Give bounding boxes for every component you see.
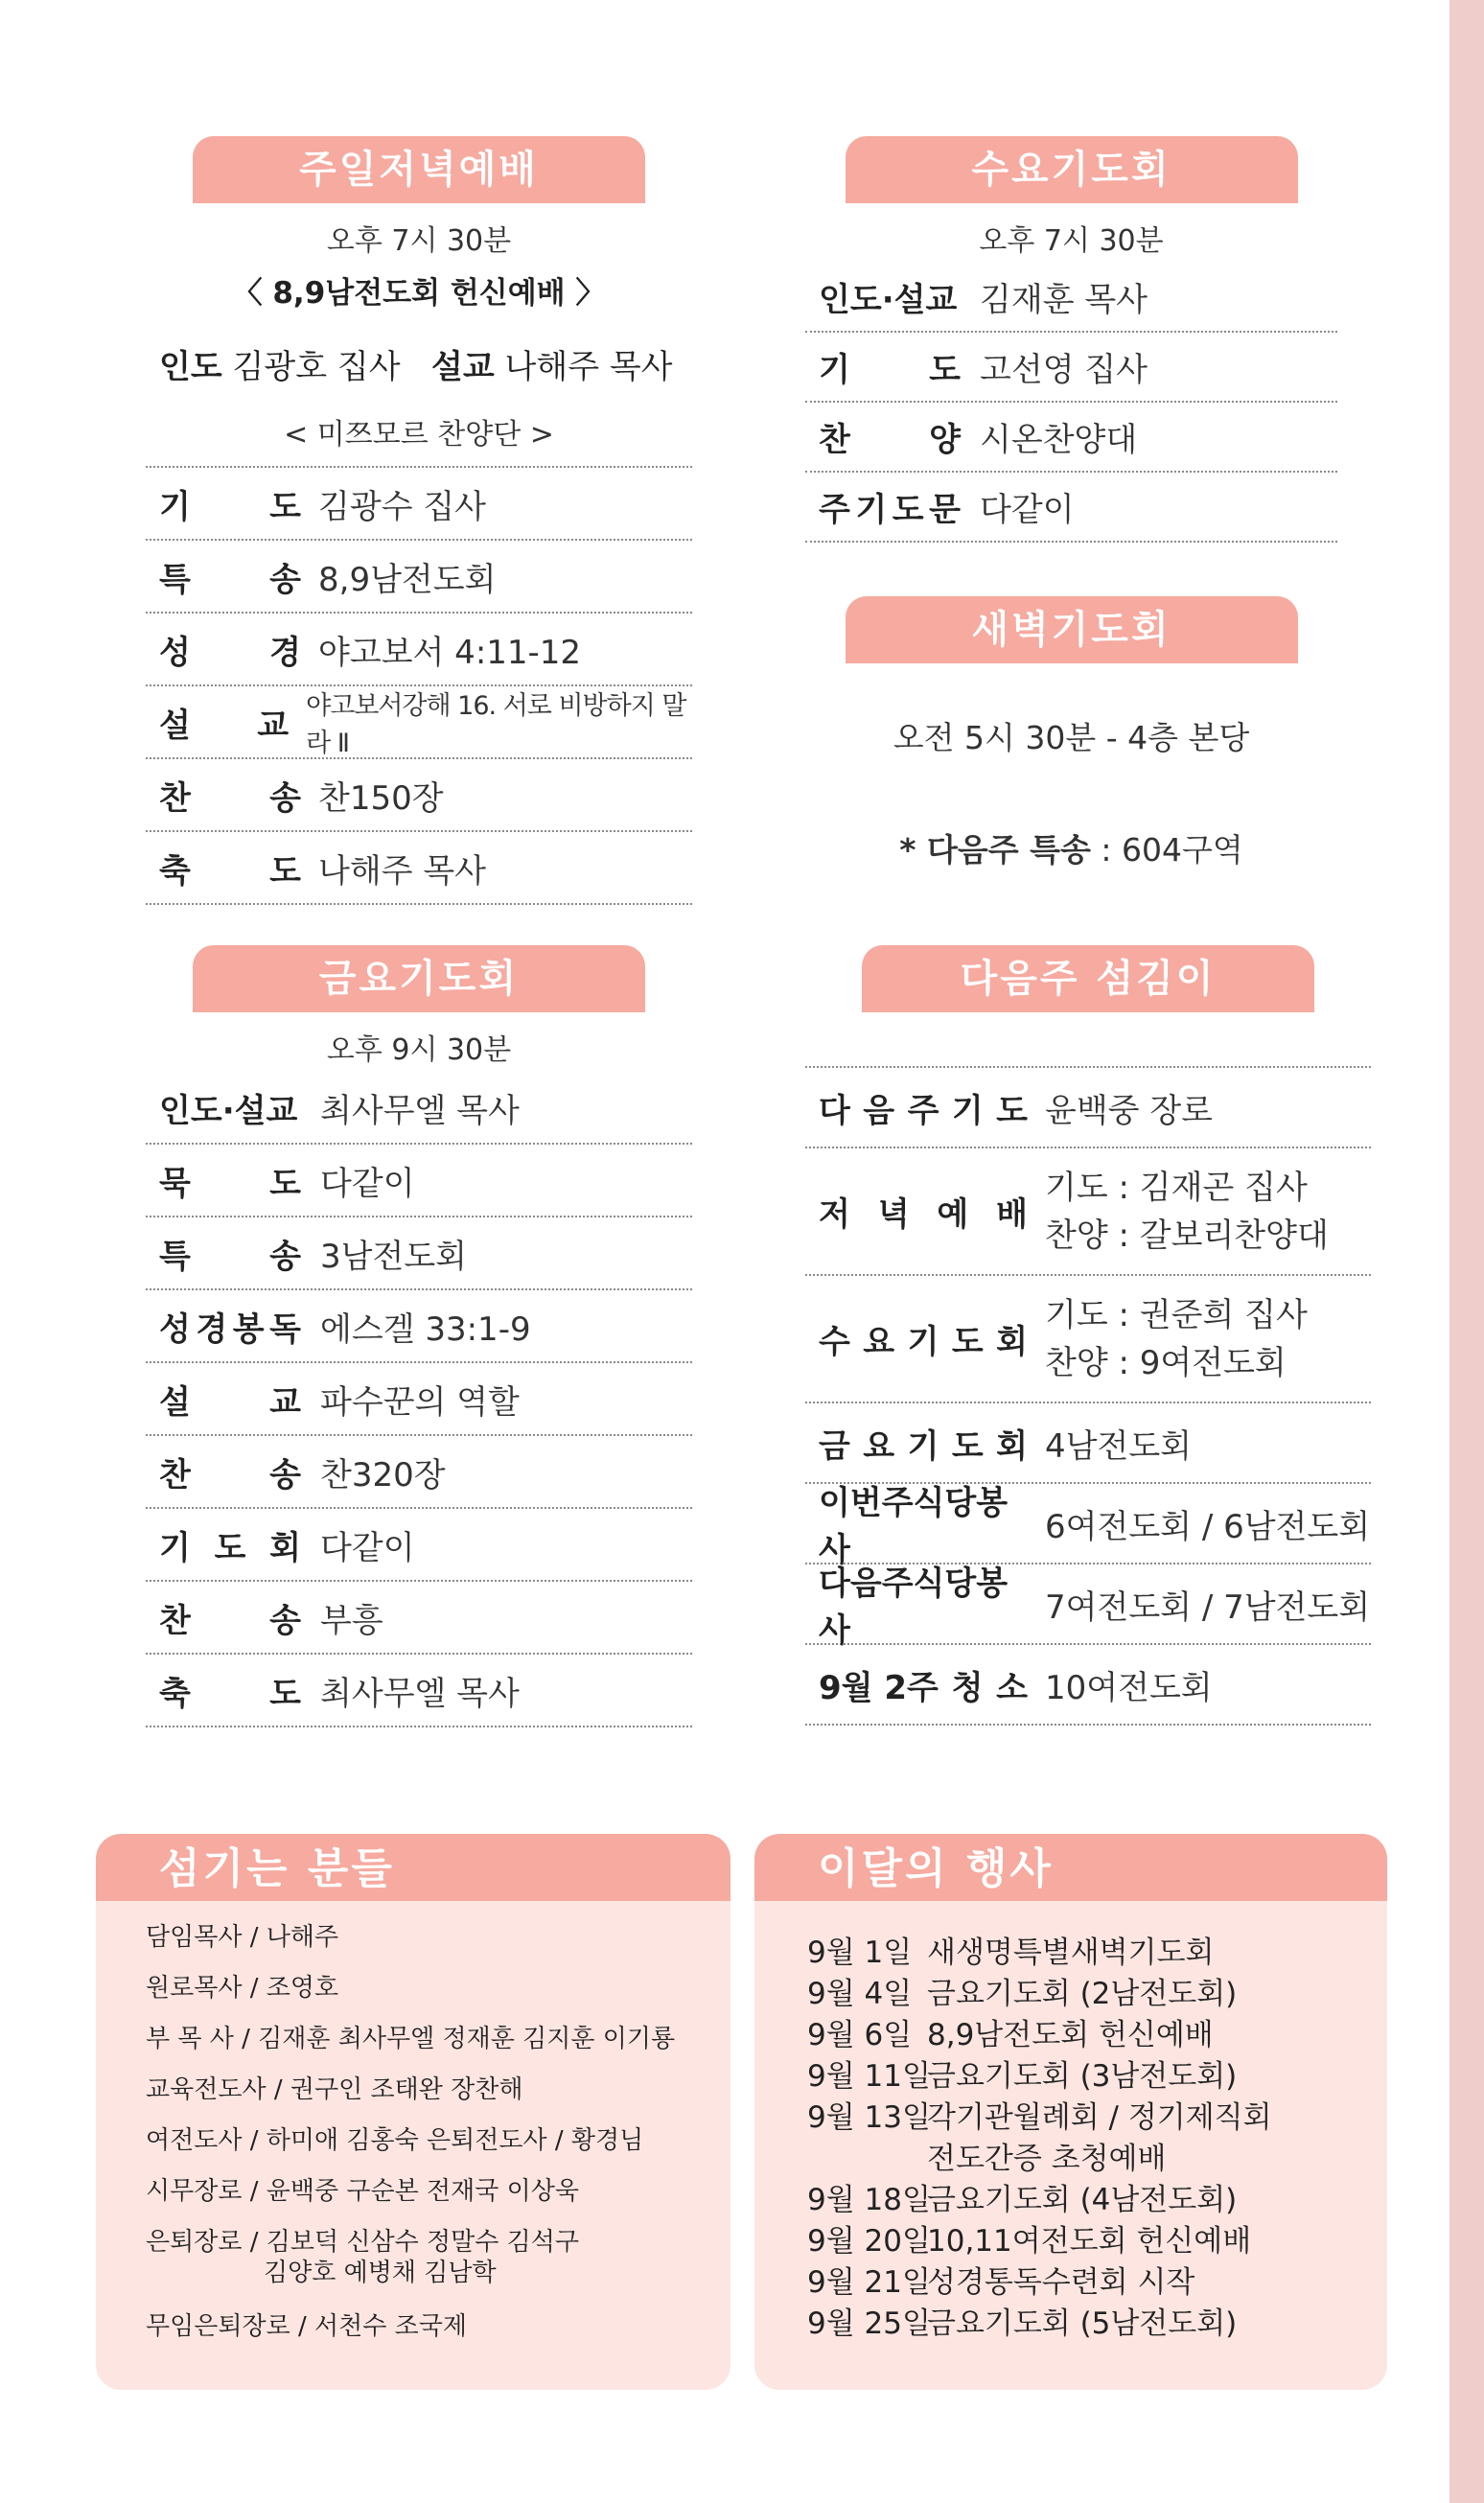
label-part: 도 bbox=[269, 1674, 301, 1713]
wednesday-rows bbox=[805, 263, 1337, 543]
label-part: 교 bbox=[269, 1382, 301, 1422]
event-item bbox=[807, 2258, 1387, 2299]
label-part: 송 bbox=[269, 1601, 301, 1640]
next-week-row-value: 찬양 : 9여전도회 bbox=[1045, 1343, 1287, 1382]
label-part: 인도·설교 bbox=[159, 1091, 298, 1130]
sunday-row bbox=[146, 614, 692, 686]
label-part: 녁 bbox=[877, 1195, 910, 1234]
label-part: 예 bbox=[937, 1195, 969, 1234]
event-text: 8,9남전도회 헌신예배 bbox=[927, 2018, 1214, 2052]
server-line: 원로목사 / 조영호 bbox=[146, 1974, 339, 2003]
sunday-evening-subtitle: 〈 8,9남전도회 헌신예배 〉 bbox=[232, 276, 606, 311]
sunday-evening-title: 주일저녁예배 bbox=[193, 136, 645, 203]
sunday-row bbox=[146, 468, 692, 541]
event-date: 9월 25일 bbox=[807, 2306, 931, 2341]
label-part: 기 bbox=[159, 487, 191, 526]
event-date: 9월 11일 bbox=[807, 2059, 931, 2094]
next-week-row bbox=[805, 1276, 1371, 1403]
friday-rows bbox=[146, 1072, 692, 1727]
event-item bbox=[807, 2216, 1387, 2258]
label-part: 회 bbox=[996, 1323, 1028, 1361]
next-week-row-value: 찬양 : 갈보리찬양대 bbox=[1045, 1216, 1329, 1255]
wednesday-row-label bbox=[805, 413, 961, 460]
label-part: 문 bbox=[929, 491, 961, 529]
next-week-row-label bbox=[805, 1188, 1028, 1235]
friday-row-value: 파수꾼의 역할 bbox=[320, 1382, 520, 1422]
friday-row bbox=[146, 1655, 692, 1727]
friday-row bbox=[146, 1072, 692, 1145]
event-item bbox=[807, 2051, 1387, 2093]
friday-row-value: 부흥 bbox=[320, 1601, 383, 1640]
event-date: 9월 18일 bbox=[807, 2183, 931, 2217]
label-part: 축 bbox=[159, 1674, 191, 1713]
label-part: 성 bbox=[159, 1309, 191, 1349]
events-title: 이달의 행사 bbox=[754, 1834, 1387, 1901]
sunday-leader-line bbox=[146, 340, 692, 387]
event-date: 9월 4일 bbox=[807, 1977, 913, 2011]
leader-name: 김광호 집사 bbox=[232, 348, 401, 386]
friday-row-value: 에스겔 33:1-9 bbox=[320, 1309, 531, 1349]
sunday-row-label bbox=[146, 699, 289, 746]
server-line: 교육전도사 / 권구인 조태완 장찬해 bbox=[146, 2075, 523, 2104]
servers-panel bbox=[96, 1834, 730, 2390]
label-part: 성 bbox=[159, 633, 191, 672]
event-date: 9월 20일 bbox=[807, 2224, 931, 2259]
next-offering-label: * 다음주 특송 bbox=[899, 831, 1091, 869]
friday-row-label bbox=[146, 1157, 301, 1204]
next-week-row-label bbox=[805, 1315, 1028, 1362]
label-part: 배 bbox=[996, 1195, 1028, 1234]
friday-row bbox=[146, 1290, 692, 1363]
next-week-title: 다음주 섬김이 bbox=[862, 945, 1314, 1012]
event-date: 9월 21일 bbox=[807, 2265, 931, 2300]
friday-row-label bbox=[146, 1448, 301, 1495]
servers-title: 섬기는 분들 bbox=[96, 1834, 730, 1901]
label-part: 설 bbox=[159, 1382, 191, 1422]
label-part: 송 bbox=[269, 1237, 301, 1276]
event-item bbox=[807, 2299, 1387, 2340]
event-item bbox=[807, 2134, 1387, 2175]
label-part: 도 bbox=[269, 487, 301, 526]
friday-row bbox=[146, 1145, 692, 1217]
label-part: 음 bbox=[863, 1091, 895, 1130]
next-week-row bbox=[805, 1564, 1371, 1650]
event-item bbox=[807, 2175, 1387, 2216]
wednesday-row-label bbox=[805, 343, 961, 390]
preacher-name: 나해주 목사 bbox=[504, 348, 673, 386]
next-offering bbox=[805, 825, 1337, 870]
server-line: 김양호 예병채 김남학 bbox=[264, 2259, 497, 2287]
label-part: 다 bbox=[819, 1091, 850, 1130]
label-part: 송 bbox=[269, 778, 301, 818]
sunday-row-value: 8,9남전도회 bbox=[318, 560, 497, 599]
wednesday-section bbox=[805, 136, 1337, 543]
sunday-row-value: 찬150장 bbox=[318, 778, 444, 818]
event-date: 9월 6일 bbox=[807, 2018, 913, 2052]
dawn-section bbox=[805, 596, 1337, 870]
next-week-row-label bbox=[805, 1084, 1028, 1131]
friday-time: 오후 9시 30분 bbox=[326, 1033, 512, 1067]
label-part: 송 bbox=[269, 560, 301, 599]
label-part: 찬 bbox=[159, 1455, 191, 1495]
label-part: 찬 bbox=[159, 1601, 191, 1640]
label-part: 독 bbox=[269, 1309, 301, 1349]
friday-row-label bbox=[146, 1594, 301, 1641]
label-part: 이번주식당봉사 bbox=[819, 1484, 1009, 1569]
sunday-row bbox=[146, 686, 692, 759]
label-part: 요 bbox=[863, 1323, 895, 1361]
wednesday-row bbox=[805, 333, 1337, 403]
server-line: 여전도사 / 하미애 김홍숙 은퇴전도사 / 황경님 bbox=[146, 2126, 644, 2155]
label-part: 저 bbox=[819, 1195, 850, 1234]
wednesday-row bbox=[805, 403, 1337, 473]
next-week-rows bbox=[805, 1066, 1371, 1726]
friday-row-label bbox=[146, 1230, 301, 1277]
label-part: 기 bbox=[855, 491, 888, 529]
friday-row bbox=[146, 1582, 692, 1655]
friday-row-value: 다같이 bbox=[320, 1528, 415, 1567]
next-week-row bbox=[805, 1484, 1371, 1569]
label-part: 묵 bbox=[159, 1164, 191, 1203]
label-part: 다음주식당봉사 bbox=[819, 1564, 1009, 1650]
label-part: 기 bbox=[907, 1323, 939, 1361]
sunday-row bbox=[146, 541, 692, 614]
label-part: 청 bbox=[951, 1668, 984, 1707]
label-part: 양 bbox=[929, 421, 961, 459]
event-text: 금요기도회 (5남전도회) bbox=[927, 2306, 1238, 2341]
event-item bbox=[807, 2010, 1387, 2051]
label-part: 도 bbox=[269, 851, 301, 891]
next-week-row-label bbox=[805, 1557, 1028, 1651]
sunday-row-label bbox=[146, 553, 301, 600]
next-week-row-value: 10여전도회 bbox=[1045, 1668, 1213, 1707]
label-part: 축 bbox=[159, 851, 191, 891]
sunday-evening-section bbox=[146, 136, 692, 905]
friday-row-label bbox=[146, 1376, 301, 1423]
sunday-row-value: 야고보서 4:11-12 bbox=[318, 633, 582, 672]
wednesday-row bbox=[805, 473, 1337, 543]
label-part: 도 bbox=[996, 1091, 1028, 1130]
label-part: 9월 2주 bbox=[819, 1668, 939, 1707]
next-week-row bbox=[805, 1645, 1371, 1726]
event-text: 전도간증 초청예배 bbox=[927, 2142, 1167, 2176]
friday-row bbox=[146, 1436, 692, 1509]
wednesday-row-label bbox=[805, 483, 961, 530]
choir-name: < 미쯔모르 찬양단 > bbox=[284, 418, 554, 452]
event-date: 9월 13일 bbox=[807, 2100, 931, 2135]
friday-row-label bbox=[146, 1521, 301, 1568]
friday-row-label bbox=[146, 1084, 301, 1131]
friday-row-label bbox=[146, 1667, 301, 1714]
friday-row-label bbox=[146, 1303, 301, 1350]
label-part: 경 bbox=[196, 1309, 228, 1349]
next-week-row bbox=[805, 1068, 1371, 1148]
event-text: 성경통독수련회 시작 bbox=[927, 2265, 1195, 2300]
side-strip bbox=[1449, 0, 1484, 2503]
next-week-row-value: 6여전도회 / 6남전도회 bbox=[1045, 1507, 1371, 1546]
next-week-row-value: 윤백중 장로 bbox=[1045, 1091, 1214, 1130]
wednesday-row-value: 다같이 bbox=[980, 491, 1075, 529]
label-part: 특 bbox=[159, 560, 191, 599]
label-part: 도 bbox=[269, 1164, 301, 1203]
sunday-row-value: 야고보서강해 16. 서로 비방하지 말라 Ⅱ bbox=[306, 691, 686, 758]
label-part: 도 bbox=[951, 1323, 984, 1361]
next-week-row bbox=[805, 1148, 1371, 1276]
label-part: 도 bbox=[892, 491, 924, 529]
friday-row-value: 다같이 bbox=[320, 1164, 415, 1203]
label-part: 금 bbox=[819, 1426, 850, 1466]
next-offering-value: : 604구역 bbox=[1090, 831, 1243, 869]
event-text: 금요기도회 (3남전도회) bbox=[927, 2059, 1238, 2094]
next-week-row-label bbox=[805, 1420, 1028, 1467]
next-week-row-value: 4남전도회 bbox=[1045, 1426, 1193, 1466]
label-part: 송 bbox=[269, 1455, 301, 1495]
event-text: 금요기도회 (2남전도회) bbox=[927, 1977, 1238, 2011]
event-item bbox=[807, 2093, 1387, 2134]
label-part: 소 bbox=[996, 1668, 1028, 1707]
next-week-row-values bbox=[1028, 1164, 1329, 1260]
sunday-row bbox=[146, 832, 692, 905]
friday-section bbox=[146, 945, 692, 1727]
sunday-rows bbox=[146, 466, 692, 905]
wednesday-row-value: 고선영 집사 bbox=[980, 351, 1148, 389]
friday-row-value: 최사무엘 목사 bbox=[320, 1091, 520, 1130]
server-line: 부 목 사 / 김재훈 최사무엘 정재훈 김지훈 이기룡 bbox=[146, 2025, 676, 2053]
event-date: 9월 1일 bbox=[807, 1935, 913, 1970]
label-part: 회 bbox=[996, 1426, 1028, 1466]
friday-title: 금요기도회 bbox=[193, 945, 645, 1012]
friday-row bbox=[146, 1363, 692, 1436]
label-part: 교 bbox=[257, 706, 290, 745]
sunday-row-value: 나해주 목사 bbox=[318, 851, 487, 891]
label-part: 찬 bbox=[159, 778, 191, 818]
event-text: 금요기도회 (4남전도회) bbox=[927, 2183, 1238, 2217]
label-part: 봉 bbox=[232, 1309, 265, 1349]
label-part: 기 bbox=[819, 351, 850, 389]
sunday-evening-time: 오후 7시 30분 bbox=[326, 224, 512, 258]
server-line: 담임목사 / 나해주 bbox=[146, 1923, 339, 1952]
wednesday-time: 오후 7시 30분 bbox=[979, 224, 1164, 258]
friday-row-value: 찬320장 bbox=[320, 1455, 446, 1495]
label-part: 기 bbox=[907, 1426, 939, 1466]
friday-row-value: 3남전도회 bbox=[320, 1237, 468, 1276]
friday-row bbox=[146, 1217, 692, 1290]
label-part: 주 bbox=[819, 491, 850, 529]
sunday-row-label bbox=[146, 845, 301, 892]
dawn-title: 새벽기도회 bbox=[846, 596, 1298, 663]
label-part: 기 bbox=[951, 1091, 984, 1130]
preacher-label: 설교 bbox=[430, 348, 495, 386]
label-part: 특 bbox=[159, 1237, 191, 1276]
label-part: 주 bbox=[907, 1091, 939, 1130]
friday-row-value: 최사무엘 목사 bbox=[320, 1674, 520, 1713]
label-part: 경 bbox=[269, 633, 301, 672]
servers-list bbox=[96, 1901, 730, 2358]
label-part: 설 bbox=[159, 706, 191, 745]
next-week-row-value: 기도 : 권준희 집사 bbox=[1045, 1295, 1308, 1334]
wednesday-row-value: 시온찬양대 bbox=[980, 421, 1138, 459]
label-part: 도 bbox=[214, 1528, 246, 1567]
server-line: 시무장로 / 윤백중 구순본 전재국 이상욱 bbox=[146, 2177, 579, 2206]
wednesday-title: 수요기도회 bbox=[846, 136, 1298, 203]
sunday-row bbox=[146, 759, 692, 832]
label-part: 요 bbox=[863, 1426, 895, 1466]
next-week-row-label bbox=[805, 1661, 1028, 1708]
event-item bbox=[807, 1928, 1387, 1969]
events-panel bbox=[754, 1834, 1387, 2390]
next-week-section bbox=[805, 945, 1371, 1726]
wednesday-row-value: 김재훈 목사 bbox=[980, 281, 1148, 319]
server-line: 은퇴장로 / 김보덕 신삼수 정말수 김석구 bbox=[146, 2228, 579, 2257]
leader-label: 인도 bbox=[159, 348, 222, 386]
next-week-row-value: 기도 : 김재곤 집사 bbox=[1045, 1168, 1308, 1207]
sunday-row-label bbox=[146, 626, 301, 673]
label-part: 기 bbox=[159, 1528, 191, 1567]
next-week-row-values bbox=[1028, 1291, 1308, 1387]
friday-row bbox=[146, 1509, 692, 1582]
label-part: 수 bbox=[819, 1323, 850, 1361]
sunday-row-value: 김광수 집사 bbox=[318, 487, 487, 526]
events-list bbox=[754, 1901, 1387, 2340]
sunday-row-label bbox=[146, 772, 301, 819]
dawn-time: 오전 5시 30분 - 4층 본당 bbox=[893, 719, 1250, 756]
event-text: 10,11여전도회 헌신예배 bbox=[927, 2224, 1252, 2259]
label-part: 도 bbox=[929, 351, 961, 389]
next-week-row-value: 7여전도회 / 7남전도회 bbox=[1045, 1588, 1371, 1627]
wednesday-row bbox=[805, 263, 1337, 333]
label-part: 회 bbox=[269, 1528, 301, 1567]
wednesday-row-label bbox=[805, 273, 961, 320]
server-line: 무임은퇴장로 / 서천수 조국제 bbox=[146, 2312, 467, 2341]
label-part: 찬 bbox=[819, 421, 850, 459]
event-text: 새생명특별새벽기도회 bbox=[927, 1935, 1215, 1970]
sunday-row-label bbox=[146, 480, 301, 527]
label-part: 도 bbox=[951, 1426, 984, 1466]
event-text: 각기관월례회 / 정기제직회 bbox=[927, 2100, 1272, 2135]
next-week-row bbox=[805, 1403, 1371, 1484]
label-part: 인도·설교 bbox=[819, 281, 958, 319]
event-item bbox=[807, 1969, 1387, 2010]
event-date bbox=[807, 2134, 927, 2175]
